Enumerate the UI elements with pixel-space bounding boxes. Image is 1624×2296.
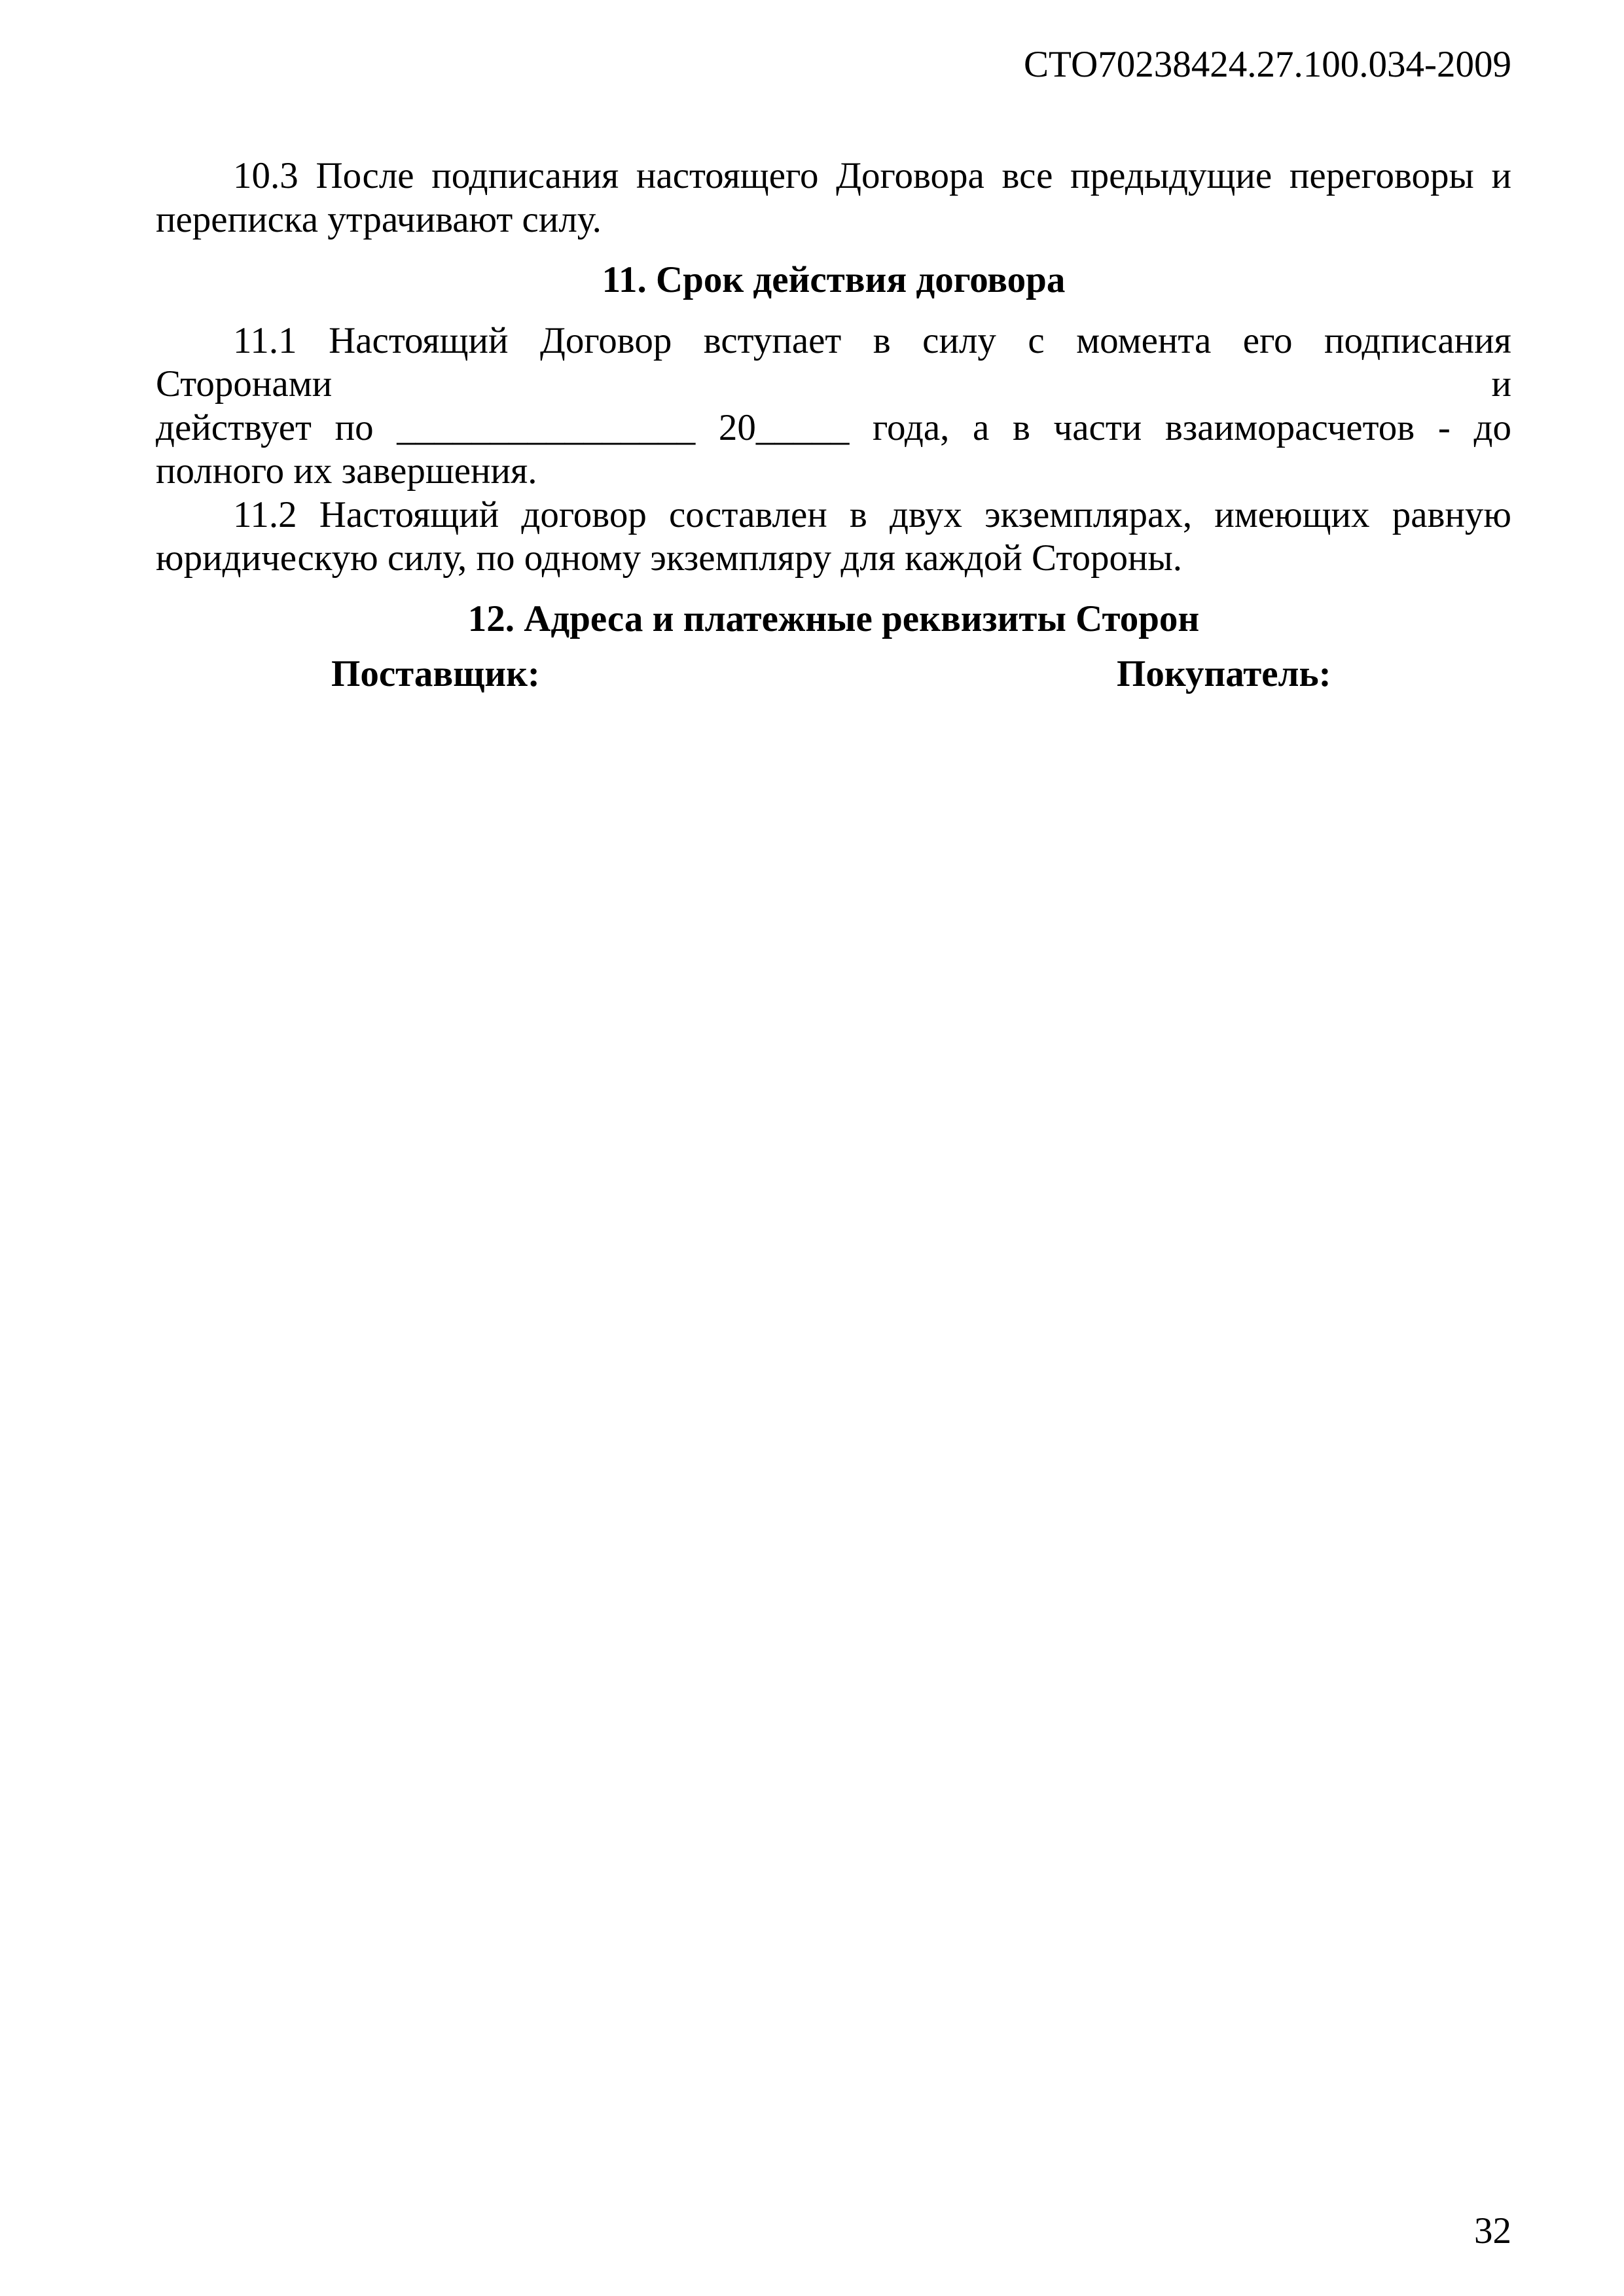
word: Настоящий — [329, 319, 509, 361]
document-code-header: СТО70238424.27.100.034-2009 — [1024, 44, 1511, 85]
supplier-label: Поставщик: — [331, 653, 540, 694]
date-blank-year: 20_____ — [718, 406, 850, 448]
word: подписания — [1324, 319, 1511, 361]
word: а — [973, 406, 990, 448]
word: Договор — [539, 319, 672, 361]
paragraph-11-1-line-3 — [156, 406, 1511, 450]
word: его — [1242, 319, 1293, 361]
word: части — [1053, 406, 1142, 448]
buyer-label: Покупатель: — [1117, 653, 1331, 694]
document-body — [156, 154, 1511, 705]
word: взаиморасчетов — [1164, 406, 1415, 448]
section-11-title: 11. Срок действия договора — [602, 259, 1066, 300]
page-number: 32 — [1474, 2210, 1511, 2251]
word: в — [1012, 406, 1030, 448]
word: и — [1491, 363, 1511, 404]
paragraph-11-1-line-1 — [156, 319, 1511, 363]
word: - — [1437, 406, 1451, 448]
word: до — [1473, 406, 1511, 448]
word: в — [873, 319, 891, 361]
word: вступает — [703, 319, 842, 361]
paragraph-11-2: 11.2 Настоящий договор составлен в двух экземплярах, имеющих равную юридическую силу, по одному экземпляру для каждой Стороны. — [156, 493, 1511, 579]
word: Сторонами — [156, 363, 333, 404]
paragraph-10-3: 10.3 После подписания настоящего Договора все предыдущие переговоры и переписка утрачивают силу. — [156, 155, 1511, 240]
word: действует — [156, 406, 312, 448]
paragraph-11-1-line-2 — [156, 363, 1511, 406]
word: 11.1 — [233, 319, 297, 361]
word: по — [334, 406, 374, 448]
word: с — [1028, 319, 1045, 361]
party-labels — [156, 653, 1511, 705]
date-blank-day-month: ________________ — [397, 406, 696, 448]
section-12-title: 12. Адреса и платежные реквизиты Сторон — [467, 598, 1200, 639]
paragraph-11-1-line-4: полного их завершения. — [156, 450, 537, 492]
paragraph-11-1 — [156, 319, 1511, 493]
word: момента — [1076, 319, 1212, 361]
word: года, — [873, 406, 950, 448]
word: силу — [922, 319, 996, 361]
